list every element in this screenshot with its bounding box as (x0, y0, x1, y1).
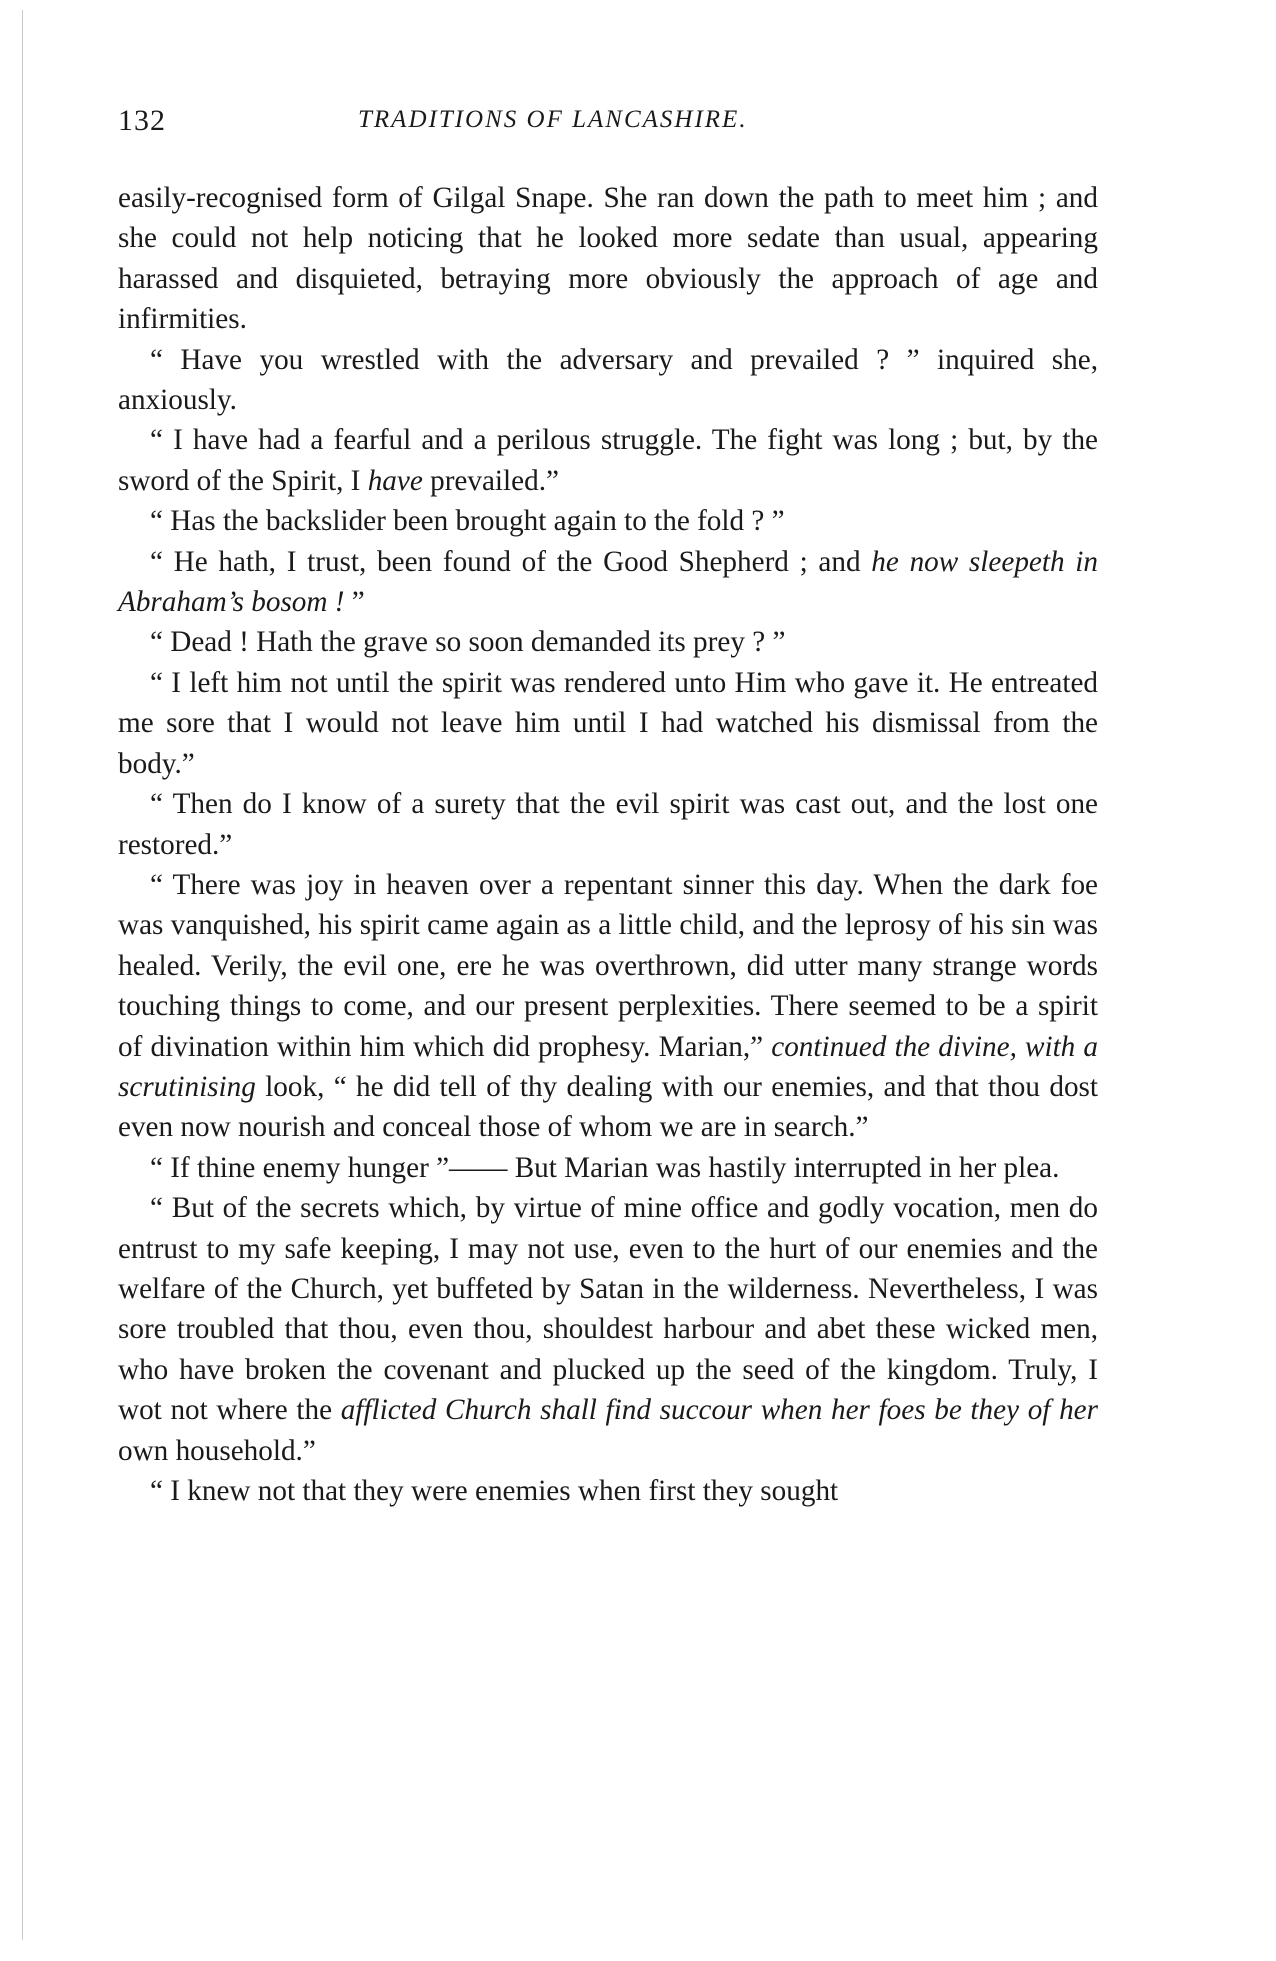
paragraph (118, 865, 1098, 1148)
page-header (118, 104, 1098, 144)
paragraph: “ Then do I know of a surety that the evil spirit was cast out, and the lost one restored.” (118, 788, 1098, 861)
paragraph: “ Dead ! Hath the grave so soon demanded its prey ? ” (150, 626, 786, 659)
italic-text: afflicted Church shall find succour when her foes be they of her (340, 1394, 1098, 1427)
paragraph-text: “ He hath, I trust, been found of the Good Shepherd ; and (150, 545, 872, 578)
paragraph: “ If thine enemy hunger ”—— But Marian was hastily interrupted in her plea. (150, 1151, 1060, 1184)
paragraph (118, 1188, 1098, 1471)
paragraph-text: “ I have had a fearful and a perilous struggle. The fight was long ; but, by the sword of the Spirit, I (118, 424, 1098, 497)
paragraph: “ I knew not that they were enemies when first they sought (150, 1475, 839, 1507)
paragraph: easily-recognised form of Gilgal Snape. She ran down the path to meet him ; and she could not help noticing that he looked more sedate than usual, appearing harassed and disquieted, betraying more obviously the approach of age and infirmities. (118, 182, 1098, 336)
paragraph: “ Have you wrestled with the adversary and prevailed ? ” inquired she, anxiously. (118, 343, 1098, 417)
italic-text: continued the divine, with a scrutinising (118, 1030, 1098, 1103)
page-edge-line (22, 10, 23, 1940)
paragraph (118, 542, 1098, 623)
paragraph: “ I left him not until the spirit was rendered unto Him who gave it. He entreated me sore that I would not leave him until I had watched his dismissal from the body.” (118, 666, 1098, 780)
running-title: TRADITIONS OF LANCASHIRE. (358, 106, 748, 133)
body-text (118, 178, 1098, 1511)
paragraph-text: ” (344, 586, 365, 619)
italic-text: he now sleepeth in Abraham’s bosom ! (118, 545, 1098, 619)
paragraph (118, 420, 1098, 501)
paragraph-text: “ But of the secrets which, by virtue of mine office and godly vocation, men do entrust to my safe keeping, I may not use, even to the hurt of our enemies and the welfare of the Church, yet buffeted by Satan in the wilderness. Nevertheless, I was sore troubled that thou, even thou, shouldest harbour and abet these wicked men, who have broken the covenant and plucked up the seed of the kingdom. Truly, I wot not where the (118, 1192, 1098, 1427)
paragraph-text: “ There was joy in heaven over a repentant sinner this day. When the dark foe was vanquished, his spirit came again as a little child, and the leprosy of his sin was healed. Verily, the evil one, ere he was overthrown, did utter many strange words touching things to come, and our present perplexities. There seemed to be a spirit of divination within him which did prophesy. Marian,” (118, 868, 1098, 1063)
paragraph-text: prevailed.” (422, 464, 559, 497)
paragraph-text: look, “ he did tell of thy dealing with our enemies, and that thou dost even now nourish and conceal those of whom we are in search.” (118, 1070, 1098, 1144)
italic-text: have (367, 464, 423, 497)
paragraph: “ Has the backslider been brought again to the fold ? ” (150, 505, 785, 538)
page-number: 132 (118, 104, 166, 137)
paragraph-text: own household.” (118, 1434, 316, 1467)
